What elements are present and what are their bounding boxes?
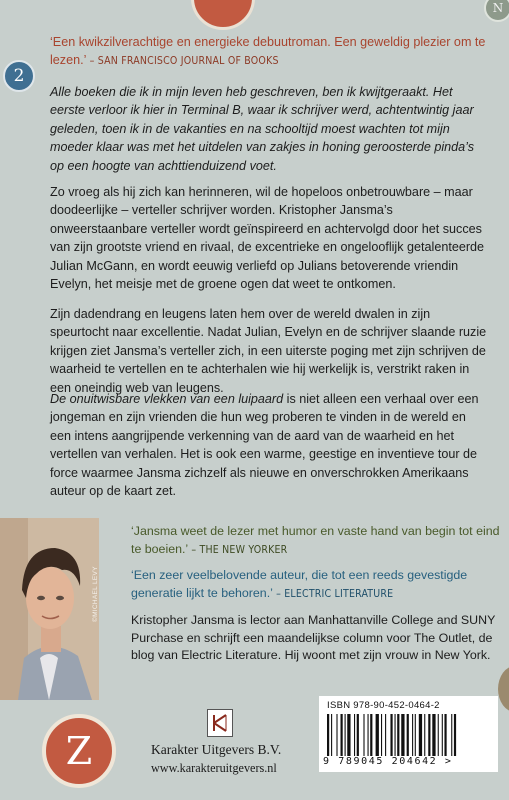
barcode-bar xyxy=(363,714,364,756)
isbn-barcode xyxy=(319,696,498,772)
review-text: ‘Jansma weet de lezer met humor en vaste hand van begin tot eind te boeien.’ xyxy=(131,524,500,556)
description-paragraph-2: Zijn dadendrang en leugens laten hem over de wereld dwalen in zijn speurtocht naar excellentie. Nadat Julian, Evelyn en de schrijver slaande ruzie krijgen ziet Jansma’s verteller zich, in een uiterste poging met zijn schrijven de waarheid te vertellen en te achterhalen wie hij werkelijk is, verstrikt raken in een oneindig web van leugens. xyxy=(50,307,487,395)
publisher-info xyxy=(151,741,291,777)
isbn-label: ISBN 978-90-452-0464-2 xyxy=(327,700,440,711)
publisher-url: www.karakteruitgevers.nl xyxy=(151,761,277,775)
review-source: – ELECTRIC LITERATURE xyxy=(272,587,394,600)
barcode-bar xyxy=(407,714,409,756)
barcode-bar xyxy=(354,714,355,756)
barcode-bar xyxy=(376,714,379,756)
review-quote-new-yorker xyxy=(131,523,501,559)
barcode-bar xyxy=(327,714,329,756)
description-paragraph-1: Zo vroeg als hij zich kan herinneren, wil de hopeloos onbetrouwbare – maar doodeerlijke – verteller schrijver worden. Kristopher Jansma’s onweerstaanbare verteller wordt geïnspireerd en achtervolgd door het succes van zijn grootste vriend en rivaal, de excentrieke en ongelooflijk getalenteerde Julian McGann, en wordt eeuwig verliefd op Julians betoverende vriendin Evelyn, het meisje met de groene ogen dat weet te ontkomen. xyxy=(50,185,485,292)
review-text: ‘Een zeer veelbelovende auteur, die tot een reeds gevestigde generatie lijkt te behoren.’ xyxy=(131,568,468,600)
review-source: – THE NEW YORKER xyxy=(188,543,288,556)
barcode-bar xyxy=(357,714,359,756)
decorative-circle-edge xyxy=(498,666,509,712)
book-title: De onuitwisbare vlekken van een luipaard xyxy=(50,392,284,406)
intro-paragraph: Alle boeken die ik in mijn leven heb geschreven, ben ik kwijtgeraakt. Het eerste verloor ik hier in Terminal B, waar ik schrijver werd, achtentwintig jaar geleden, toen ik in de vakanties en na schooltijd moest wachten tot mijn moeder klaar was met het uitdelen van zakjes in honing geroosterde pinda’s op een hoogte van achttienduizend voet. xyxy=(50,85,475,173)
barcode-bar xyxy=(395,714,396,756)
author-bio: Kristopher Jansma is lector aan Manhattanville College and SUNY Purchase en schrijft een maandelijkse column voor The Outlet, de blog van Electric Literature. Hij woont met zijn vrouw in New York. xyxy=(131,613,496,663)
decorative-circle-top xyxy=(191,0,255,30)
barcode-bar xyxy=(390,714,392,756)
barcode-bar xyxy=(336,714,337,756)
photo-credit: ©MICHAEL LEVY xyxy=(92,566,99,622)
barcode-bars xyxy=(327,714,490,756)
barcode-digits: 9 789045 204642 > xyxy=(323,756,453,767)
barcode-bar xyxy=(415,714,416,756)
barcode-bar xyxy=(438,714,439,756)
barcode-bar xyxy=(331,714,332,756)
barcode-bar xyxy=(428,714,430,756)
review-quote-top xyxy=(50,33,490,70)
decorative-circle-number: 2 xyxy=(3,60,35,92)
barcode-bar xyxy=(451,714,452,756)
barcode-bar xyxy=(345,714,346,756)
description-paragraph-3: De onuitwisbare vlekken van een luipaard is niet alleen een verhaal over een jongeman en zijn vrienden die hun weg proberen te vinden in de wereld en een intens aangrijpende verkenning van de aard van de waarheid en het vertellen van verhalen. Het is ook een warme, geestige en inventieve tour de force waarmee Jansma zichzelf als nieuwe en onverschrokken Amerikaans auteur op de kaart zet. xyxy=(50,392,479,499)
publisher-logo xyxy=(207,709,233,737)
barcode-bar xyxy=(385,714,386,756)
barcode-bar xyxy=(419,714,422,756)
barcode-bar xyxy=(454,714,456,756)
review-source: – SAN FRANCISCO JOURNAL OF BOOKS xyxy=(86,55,279,67)
decorative-circle-z: Z xyxy=(42,714,116,788)
barcode-bar xyxy=(432,714,435,756)
barcode-bar xyxy=(347,714,350,756)
barcode-bar xyxy=(370,714,372,756)
author-photo xyxy=(0,518,99,700)
barcode-bar xyxy=(412,714,413,756)
barcode-bar xyxy=(368,714,369,756)
barcode-bar xyxy=(397,714,399,756)
publisher-name: Karakter Uitgevers B.V. xyxy=(151,742,282,757)
barcode-bar xyxy=(424,714,425,756)
barcode-bar xyxy=(341,714,343,756)
barcode-bar xyxy=(444,714,446,756)
review-quote-electric-literature xyxy=(131,567,501,603)
decorative-circle-letter: N xyxy=(484,0,509,22)
barcode-bar xyxy=(401,714,404,756)
barcode-bar xyxy=(381,714,382,756)
barcode-bar xyxy=(442,714,443,756)
review-text: ‘Een kwikzilverachtige en energieke debuutroman. Een geweldig plezier om te lezen.’ xyxy=(50,35,486,67)
